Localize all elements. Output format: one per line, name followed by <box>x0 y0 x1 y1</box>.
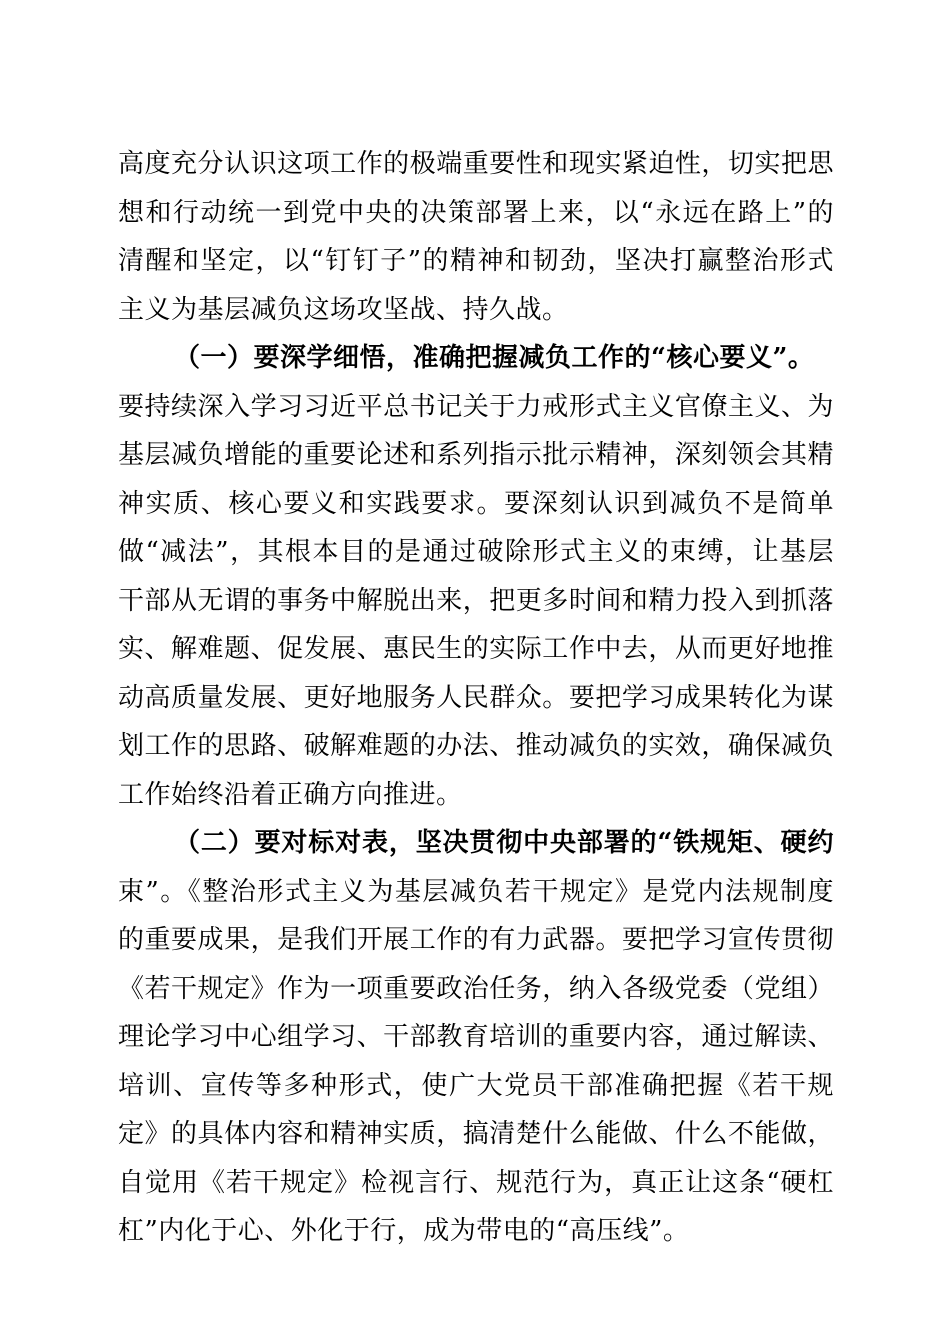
paragraph-line: 主义为基层减负这场攻坚战、持久战。 <box>118 294 569 325</box>
paragraph-line: 工作始终沿着正确方向推进。 <box>118 779 463 810</box>
paragraph-line: 动高质量发展、更好地服务人民群众。要把学习成果转化为谋 <box>118 682 834 713</box>
paragraph-line: 的重要成果，是我们开展工作的有力武器。要把学习宣传贯彻 <box>118 925 834 955</box>
paragraph-line: 《若干规定》作为一项重要政治任务，纳入各级党委（党组） <box>118 973 834 1004</box>
paragraph-line: 自觉用《若干规定》检视言行、规范行为，真正让这条“硬杠 <box>118 1167 834 1198</box>
paragraph-line: 高度充分认识这项工作的极端重要性和现实紧迫性，切实把思 <box>118 149 834 179</box>
paragraph-line: 神实质、核心要义和实践要求。要深刻认识到减负不是简单 <box>118 488 834 519</box>
paragraph-line: 做“减法”，其根本目的是通过破除形式主义的束缚，让基层 <box>118 537 834 567</box>
paragraph-line: 清醒和坚定，以“钉钉子”的精神和韧劲，坚决打赢整治形式 <box>118 246 834 276</box>
paragraph-line: 基层减负增能的重要论述和系列指示批示精神，深刻领会其精 <box>118 440 834 470</box>
paragraph-line: 束”。《整治形式主义为基层减负若干规定》是党内法规制度 <box>118 876 834 907</box>
paragraph-line: 理论学习中心组学习、干部教育培训的重要内容，通过解读、 <box>118 1022 834 1052</box>
paragraph-line: 干部从无谓的事务中解脱出来，把更多时间和精力投入到抓落 <box>118 585 834 616</box>
paragraph-line: 实、解难题、促发展、惠民生的实际工作中去，从而更好地推 <box>118 634 834 664</box>
paragraph-line: 杠”内化于心、外化于行，成为带电的“高压线”。 <box>118 1216 690 1246</box>
paragraph-line: 要持续深入学习习近平总书记关于力戒形式主义官僚主义、为 <box>118 391 834 422</box>
paragraph-line: 定》的具体内容和精神实质，搞清楚什么能做、什么不能做， <box>118 1119 834 1149</box>
paragraph-line: 划工作的思路、破解难题的办法、推动减负的实效，确保减负 <box>118 731 834 761</box>
paragraph-line: 想和行动统一到党中央的决策部署上来，以“永远在路上”的 <box>118 197 834 228</box>
paragraph-line: 培训、宣传等多种形式，使广大党员干部准确把握《若干规 <box>118 1070 834 1101</box>
section-heading-2: （二）要对标对表，坚决贯彻中央部署的“铁规矩、硬约 <box>174 828 834 858</box>
document-body <box>118 140 834 1256</box>
section-heading-1: （一）要深学细悟，准确把握减负工作的“核心要义”。 <box>174 343 815 373</box>
